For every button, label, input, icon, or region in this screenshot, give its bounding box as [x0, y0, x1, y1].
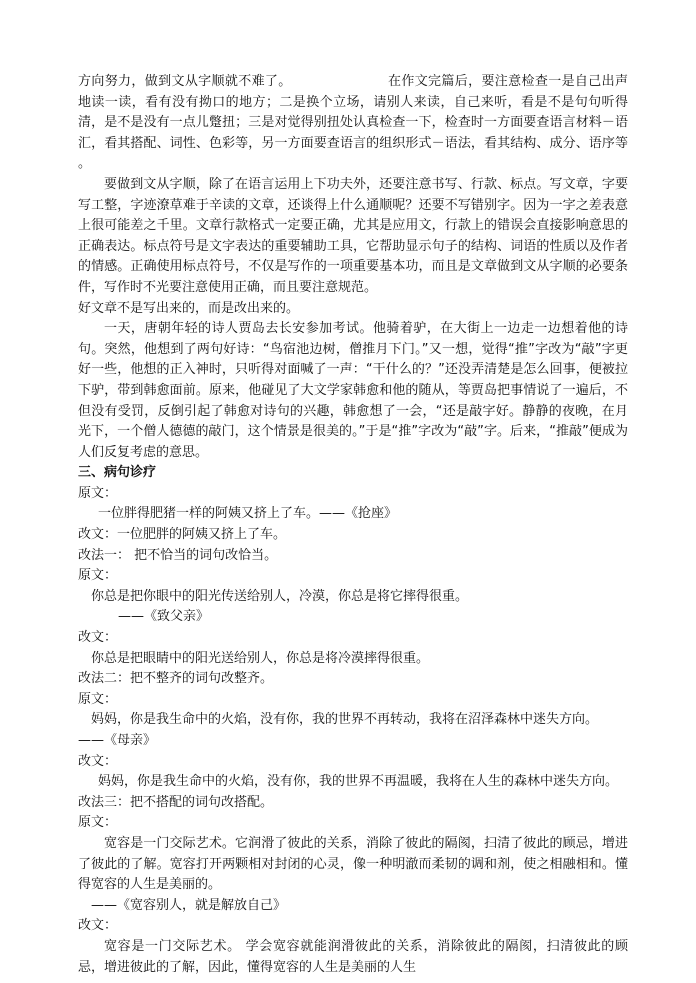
- paragraph-lead: 方向努力，做到文从字顺就不难了。: [78, 74, 292, 89]
- example-2-source: ——《致父亲》: [118, 609, 210, 625]
- example-2-revised: 你总是把眼睛中的阳光送给别人，你总是将冷漠摔得很重。: [91, 650, 430, 666]
- example-1-revised: 改文：一位肥胖的阿姨又挤上了车。: [78, 527, 287, 543]
- paragraph-jia-dao-story: 一天，唐朝年轻的诗人贾岛去长安参加考试。他骑着驴，在大街上一边走一边想着他的诗句。突然，他想到了两句好诗：“鸟宿池边树，僧推月下门。”又一想，觉得“推”字改为“敲”字更好一些，他想的正入神时，只听得对面喊了一声：“干什么的？”还没弄清楚是怎么回事，便被拉下驴，带到韩愈面前。原来，他碰见了大文学家韩愈和他的随从，等贾岛把事情说了一遍后，不但没有受罚，反倒引起了韩愈对诗句的兴趣，韩愈想了一会，“还是敲字好。静静的夜晚，在月光下，一个僧人德德的敲门，这个情景是很美的。”于是“推”字改为“敲”字。后来，“推敲”便成为人们反复考虑的意思。: [78, 321, 628, 460]
- example-3-original-label: 原文：: [78, 691, 118, 707]
- example-4-original: 宽容是一门交际艺术。它润滑了彼此的关系，消除了彼此的隔阂，扫清了彼此的顾忌，增进了彼此的了解。宽容打开两颗相对封闭的心灵，像一种明澈而柔韧的调和剂，使之相融相和。懂得宽容的人生是美丽的。: [78, 835, 628, 893]
- method-2: 改法二：把不整齐的词句改整齐。: [78, 671, 274, 687]
- example-1-original: 一位胖得肥猪一样的阿姨又挤上了车。——《抢座》: [98, 506, 398, 522]
- example-4-original-label: 原文：: [78, 815, 118, 831]
- method-3: 改法三：把不搭配的词句改搭配。: [78, 794, 274, 810]
- example-3-revised: 妈妈，你是我生命中的火焰，没有你，我的世界不再温暖，我将在人生的森林中迷失方向。: [98, 774, 619, 790]
- example-2-original-label: 原文：: [78, 568, 118, 584]
- method-1: 改法一： 把不恰当的词句改恰当。: [78, 547, 278, 563]
- paragraph-good-writing: 好文章不是写出来的，而是改出来的。: [78, 300, 300, 316]
- example-1-original-label: 原文：: [78, 485, 118, 501]
- example-4-revised-label: 改文：: [78, 918, 118, 934]
- example-3-original: 妈妈，你是我生命中的火焰，没有你，我的世界不再转动，我将在沼泽森林中迷失方向。: [91, 712, 599, 728]
- example-3-source: ——《母亲》: [78, 733, 157, 748]
- paragraph-check-steps: 在作文完篇后，要注意检查一是自己出声地读一读，看有没有拗口的地方；二是换个立场，请别人来读，自己来听，看是不是句句听得清，是不是没有一点儿蹩扭；三是对觉得别扭处认真检查一下，检查时一方面要查语言材料－语汇，看其搭配、词性、色彩等，另一方面要查语言的组织形式－语法，看其结构、成分、语序等 。: [78, 74, 628, 172]
- example-4-revised: 宽容是一门交际艺术。 学会宽容就能润滑彼此的关系，消除彼此的隔阂，扫清彼此的顾忌，增进彼此的了解，因此，懂得宽容的人生是美丽的人生: [78, 938, 628, 975]
- example-2-original: 你总是把你眼中的阳光传送给别人，冷漠，你总是将它摔得很重。: [91, 588, 469, 604]
- section-heading-sentence-diagnosis: 三、病句诊疗: [78, 465, 157, 481]
- document-body: [78, 72, 628, 978]
- paragraph-writing-format: 要做到文从字顺，除了在语言运用上下功夫外，还要注意书写、行款、标点。写文章，字要写工整，字迹潦草难于辛读的文章，还谈得上什么通顺呢？还要不写错别字。因为一字之差表意上很可能差之千里。文章行款格式一定要正确，尤其是应用文，行款上的错误会直接影响意思的正确表达。标点符号是文字表达的重要辅助工具，它帮助显示句子的结构、词语的性质以及作者的情感。正确使用标点符号，不仅是写作的一项重要基本功，而且是文章做到文从字顺的必要条件，写作时不光要注意使用正确，而且要注意规范。: [78, 176, 628, 295]
- paragraph-revision-check: [78, 72, 628, 175]
- example-3-revised-label: 改文：: [78, 753, 118, 769]
- example-2-revised-label: 改文：: [78, 630, 118, 646]
- example-4-source: ——《宽容别人，就是解放自己》: [91, 897, 287, 913]
